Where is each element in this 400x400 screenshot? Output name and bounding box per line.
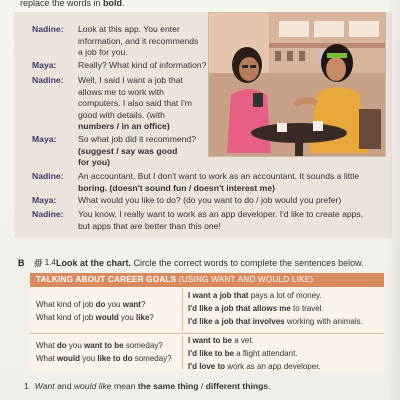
cafe-illustration [208, 12, 386, 157]
chart-answer: I'd like a job that involves working with animals. [188, 317, 363, 326]
headphones-icon: ∰ [34, 258, 43, 267]
chart-answer: I want to be a vet. [188, 336, 254, 345]
grammar-chart [30, 273, 384, 371]
chart-question: What do you want to be someday? [36, 341, 163, 350]
section-letter: B [18, 258, 25, 268]
chart-answer: I'd love to work as an app developer. [188, 362, 321, 371]
exercise-item-1: 1 Want and would like mean the same thing / different things. [24, 381, 271, 391]
page-shadow [386, 0, 400, 400]
chart-question: What would you like to do someday? [36, 354, 172, 363]
chart-question: What kind of job do you want? [36, 300, 146, 309]
dialogue-line-4: So what job did it recommend? (suggest / say was good for you) [78, 134, 196, 167]
dialogue-line-5: An accountant. But I don't want to work as an accountant. It sounds a little boring. (doesn't sound fun / doesn't interest me) [78, 171, 360, 193]
chart-divider [30, 333, 384, 334]
instruction-cutoff: replace the words in bold. [20, 0, 125, 8]
dialogue-line-6: What would you like to do? (do you want to do / job would you prefer) [78, 195, 342, 205]
speaker-nadine-4: Nadine: [32, 209, 64, 219]
dialogue-line-1: Look at this app. You enter information, and it recommends a job for you. [78, 24, 199, 57]
speaker-nadine-3: Nadine: [32, 171, 64, 181]
speaker-nadine-2: Nadine: [32, 75, 64, 85]
speaker-maya-1: Maya: [32, 60, 57, 70]
speaker-maya-3: Maya: [32, 195, 57, 205]
speaker-maya-2: Maya: [32, 134, 57, 144]
chart-divider [182, 336, 183, 369]
speaker-nadine-1: Nadine: [32, 24, 64, 34]
chart-answer: I want a job that pays a lot of money. [188, 291, 322, 300]
two-women-cafe-image [209, 13, 386, 157]
chart-divider [182, 289, 183, 331]
dialogue-line-7: You know, I really want to work as an app developer. I'd like to create apps, but apps that are better than this one! [78, 209, 364, 231]
chart-answer: I'd like a job that allows me to travel. [188, 304, 324, 313]
chart-title: TALKING ABOUT CAREER GOALS (USING WANT AND WOULD LIKE) [30, 273, 384, 287]
dialogue-line-2: Really? What kind of information? [78, 60, 207, 70]
section-instruction: Look at the chart. Circle the correct words to complete the sentences below. [56, 258, 364, 268]
chart-question: What kind of job would you like? [36, 313, 154, 322]
chart-answer: I'd like to be a flight attendant. [188, 349, 298, 358]
dialogue-line-3: Well, I said I want a job that allows me to work with computers. I also said that I'm good with details. (with numbers / in an office) [78, 75, 192, 131]
audio-track[interactable]: ∰ 1.4 [34, 258, 56, 267]
